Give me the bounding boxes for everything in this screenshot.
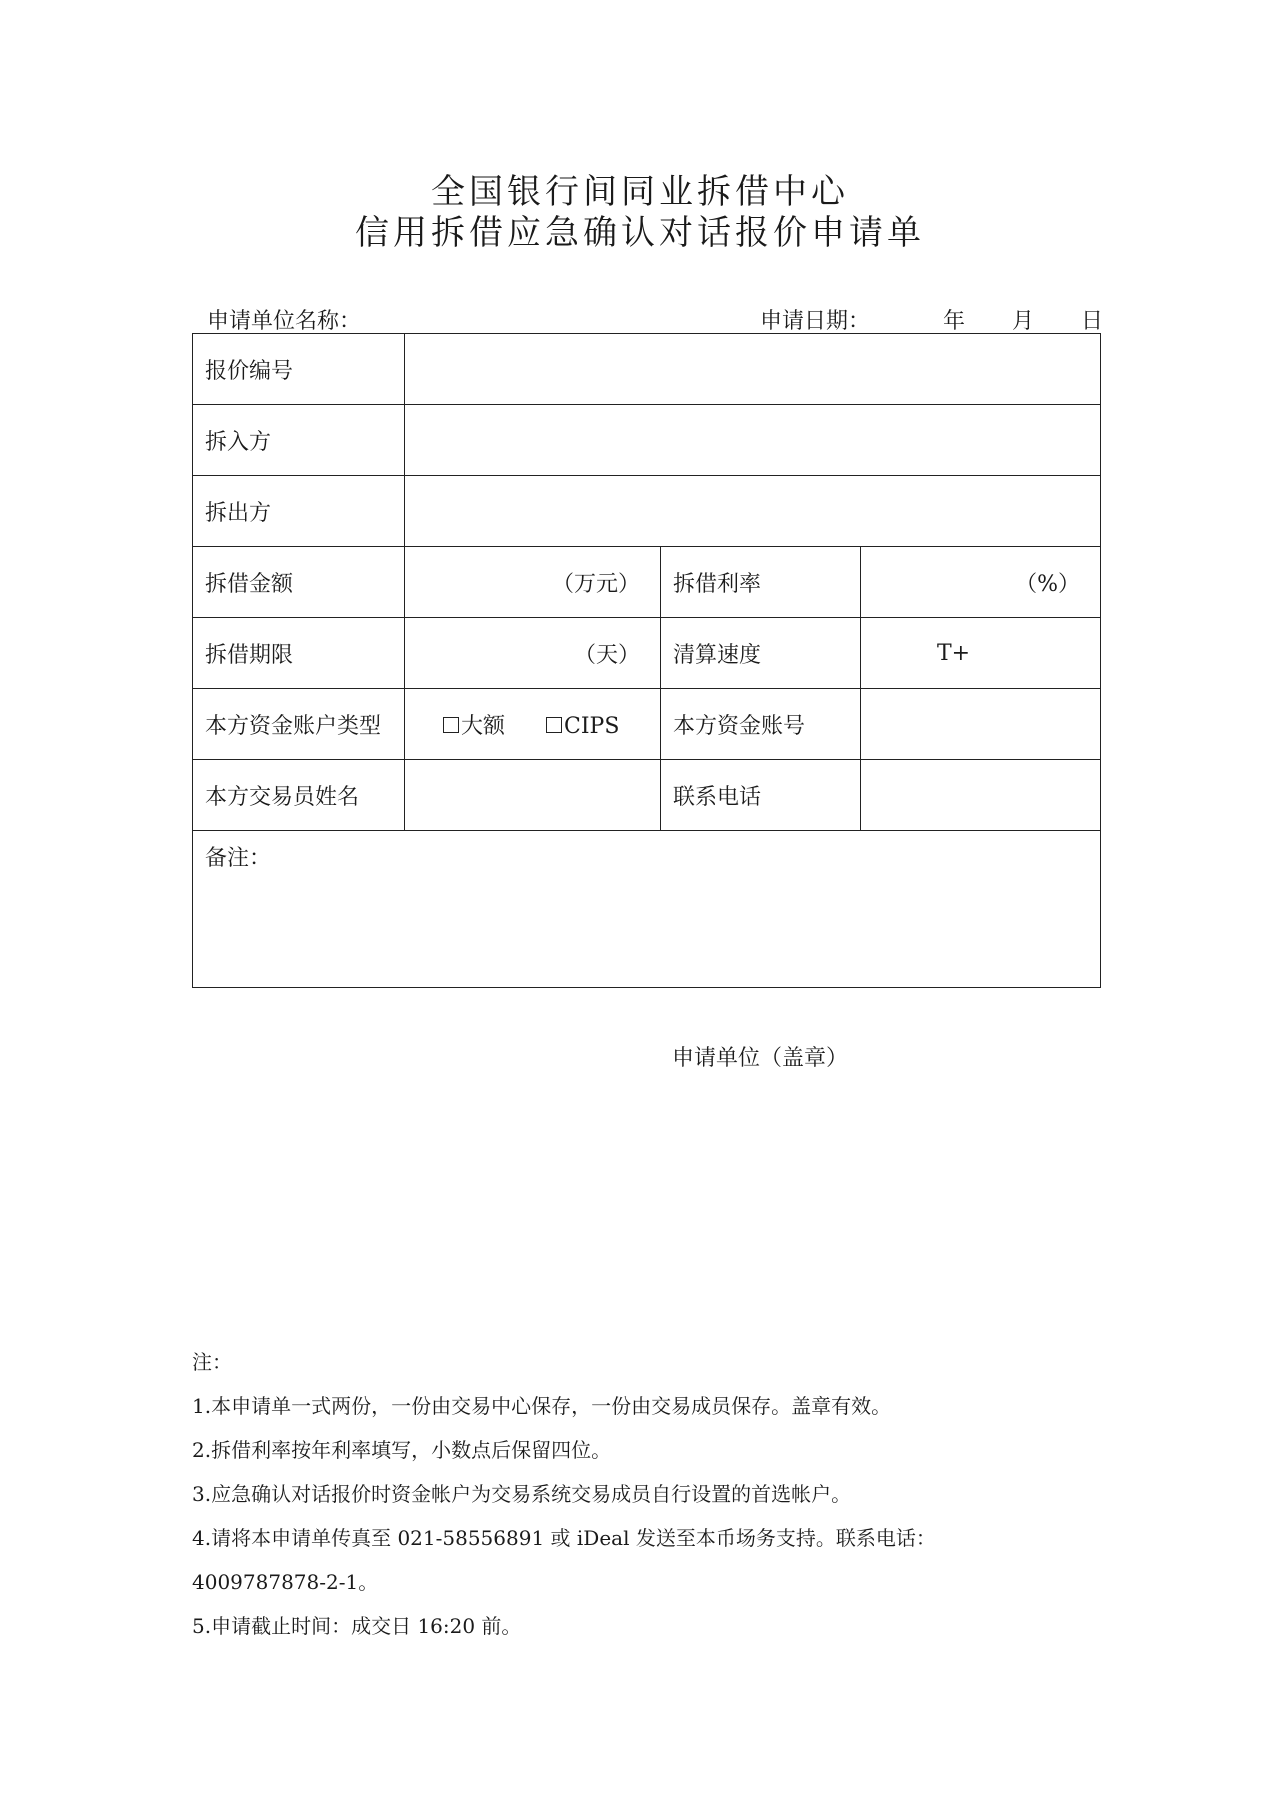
trader-name-field[interactable] xyxy=(405,760,661,831)
option-large-label: 大额 xyxy=(461,713,506,739)
settlement-field[interactable] xyxy=(861,618,1101,689)
lender-label: 拆出方 xyxy=(193,476,405,547)
checkbox-icon[interactable] xyxy=(546,717,562,733)
note-item: 2.拆借利率按年利率填写，小数点后保留四位。 xyxy=(192,1438,612,1462)
remarks-label: 备注： xyxy=(205,846,272,871)
checkbox-icon[interactable] xyxy=(443,717,459,733)
application-date xyxy=(760,304,1103,335)
option-cips-label: CIPS xyxy=(564,713,620,739)
applicant-stamp-label: 申请单位（盖章） xyxy=(672,1046,849,1071)
amount-field[interactable] xyxy=(405,547,661,618)
form-title-line2: 信用拆借应急确认对话报价申请单 xyxy=(355,213,925,253)
table-row xyxy=(193,334,1101,405)
remarks-field[interactable] xyxy=(193,831,1101,988)
note-item: 4.请将本申请单传真至 021-58556891 或 iDeal 发送至本币场务支持。联系电话： xyxy=(192,1526,936,1550)
rate-unit: （%） xyxy=(1015,571,1081,597)
lender-field[interactable] xyxy=(405,476,1101,547)
option-large-value[interactable] xyxy=(443,714,512,739)
trader-name-label: 本方交易员姓名 xyxy=(193,760,405,831)
rate-field[interactable] xyxy=(861,547,1101,618)
phone-field[interactable] xyxy=(861,760,1101,831)
borrower-field[interactable] xyxy=(405,405,1101,476)
date-fields xyxy=(877,309,1103,334)
day-label: 日 xyxy=(1081,309,1104,334)
application-form-table xyxy=(192,333,1101,988)
term-unit: （天） xyxy=(573,642,640,668)
quote-number-label: 报价编号 xyxy=(193,334,405,405)
table-row xyxy=(193,547,1101,618)
notes-section xyxy=(192,1340,936,1648)
amount-label: 拆借金额 xyxy=(193,547,405,618)
borrower-label: 拆入方 xyxy=(193,405,405,476)
account-type-label: 本方资金账户类型 xyxy=(193,689,405,760)
settlement-prefix: T+ xyxy=(937,640,971,666)
table-row xyxy=(193,476,1101,547)
applicant-name-label: 申请单位名称： xyxy=(207,309,362,334)
form-title-line1: 全国银行间同业拆借中心 xyxy=(431,172,849,212)
table-row xyxy=(193,689,1101,760)
option-cips[interactable] xyxy=(546,714,619,739)
note-item: 4009787878-2-1。 xyxy=(192,1570,379,1594)
note-item: 1.本申请单一式两份，一份由交易中心保存，一份由交易成员保存。盖章有效。 xyxy=(192,1394,892,1418)
note-item: 5.申请截止时间：成交日 16:20 前。 xyxy=(192,1614,522,1638)
month-label: 月 xyxy=(1012,309,1035,334)
table-row xyxy=(193,760,1101,831)
quote-number-field[interactable] xyxy=(405,334,1101,405)
table-row xyxy=(193,831,1101,988)
term-label: 拆借期限 xyxy=(193,618,405,689)
rate-label: 拆借利率 xyxy=(661,547,861,618)
account-type-options xyxy=(405,689,661,760)
note-item: 3.应急确认对话报价时资金帐户为交易系统交易成员自行设置的首选帐户。 xyxy=(192,1482,852,1506)
table-row xyxy=(193,405,1101,476)
table-row xyxy=(193,618,1101,689)
phone-label: 联系电话 xyxy=(661,760,861,831)
term-field[interactable] xyxy=(405,618,661,689)
application-date-label: 申请日期： xyxy=(760,309,871,334)
notes-heading: 注： xyxy=(192,1350,232,1374)
account-number-label: 本方资金账号 xyxy=(661,689,861,760)
settlement-label: 清算速度 xyxy=(661,618,861,689)
amount-unit: （万元） xyxy=(551,571,640,597)
year-label: 年 xyxy=(943,309,966,334)
account-number-field[interactable] xyxy=(861,689,1101,760)
